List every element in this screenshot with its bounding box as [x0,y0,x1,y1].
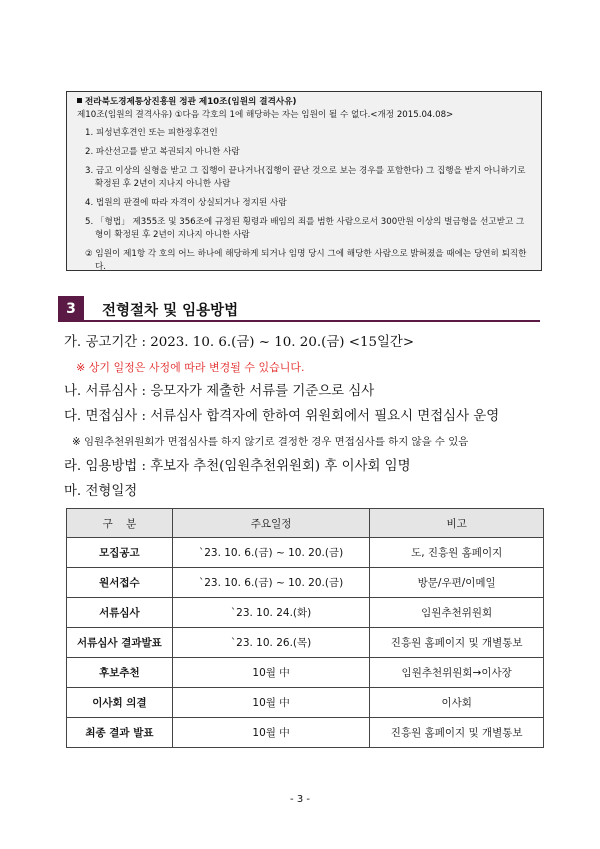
date-cell: 10월 中 [172,688,370,718]
remark-cell: 도, 진흥원 홈페이지 [370,538,544,568]
list-item: 4. 법원의 판결에 따라 자격이 상실되거나 정지된 사람 [85,198,287,208]
date-cell: 10월 中 [172,718,370,748]
box-title: 전라북도경제통상진흥원 정관 제10조(임원의 결격사유) [77,96,533,109]
line-schedule-heading: 마. 전형일정 [64,484,138,499]
section-number: 3 [58,296,84,322]
line-appointment-method: 라. 임용방법 : 후보자 추천(임원추천위원회) 후 이사회 임명 [64,459,411,474]
list-item: 3. 금고 이상의 실형을 받고 그 집행이 끝나거나(집행이 끝난 것으로 보는 경우를 포함한다) 그 집행을 받지 아니하기로 확정된 후 2년이 지나지 아니한 사람 [85,166,526,189]
table-header-row [67,509,544,538]
stage-cell: 이사회 의결 [67,688,173,718]
box-intro: 제10조(임원의 결격사유) ①다음 각호의 1에 해당하는 자는 임원이 될 수 없다.<개정 2015.04.08> [77,110,454,120]
schedule-table [66,508,544,748]
list-item: 5. 「형법」 제355조 및 356조에 규정된 횡령과 배임의 죄를 범한 사람으로서 300만원 이상의 벌금형을 선고받고 그 형이 확정된 후 2년이 지나지 아니한 사람 [85,217,525,240]
remark-cell: 진흥원 홈페이지 및 개별통보 [370,628,544,658]
remark-cell: 임원추천위원회 [370,598,544,628]
list-item: 2. 파산선고를 받고 복권되지 아니한 사람 [85,147,240,157]
stage-cell: 서류심사 결과발표 [67,628,173,658]
stage-cell: 후보추천 [67,658,173,688]
table-row [67,598,544,628]
page-number: - 3 - [290,794,310,805]
line-announcement-period: 가. 공고기간 : 2023. 10. 6.(금) ~ 10. 20.(금) <15일간> [64,335,415,350]
line-document-review: 나. 서류심사 : 응모자가 제출한 서류를 기준으로 심사 [64,384,375,399]
remark-cell: 진흥원 홈페이지 및 개별통보 [370,718,544,748]
column-header: 주요일정 [172,509,370,538]
section-divider [84,320,540,322]
column-header: 비고 [370,509,544,538]
table-row [67,658,544,688]
stage-cell: 최종 결과 발표 [67,718,173,748]
table-row [67,628,544,658]
date-cell: `23. 10. 6.(금) ~ 10. 20.(금) [172,538,370,568]
remark-cell: 방문/우편/이메일 [370,568,544,598]
remark-cell: 임원추천위원회→이사장 [370,658,544,688]
schedule-change-note: ※ 상기 일정은 사정에 따라 변경될 수 있습니다. [76,361,305,374]
remark-cell: 이사회 [370,688,544,718]
list-item: 1. 피성년후견인 또는 피한정후견인 [85,128,218,138]
articles-of-association-box [66,91,542,271]
date-cell: `23. 10. 26.(목) [172,628,370,658]
section-title: 전형절차 및 임용방법 [102,303,239,319]
table-row [67,568,544,598]
stage-cell: 서류심사 [67,598,173,628]
table-row [67,718,544,748]
section-heading [58,296,540,322]
line-interview: 다. 면접심사 : 서류심사 합격자에 한하여 위원회에서 필요시 면접심사 운영 [64,409,500,424]
interview-note: ※ 임원추천위원회가 면접심사를 하지 않기로 결정한 경우 면접심사를 하지 않을 수 있음 [72,436,469,448]
square-bullet-icon [77,98,82,103]
date-cell: `23. 10. 6.(금) ~ 10. 20.(금) [172,568,370,598]
stage-cell: 원서접수 [67,568,173,598]
stage-cell: 모집공고 [67,538,173,568]
table-row [67,538,544,568]
date-cell: `23. 10. 24.(화) [172,598,370,628]
column-header: 구 분 [67,509,173,538]
date-cell: 10월 中 [172,658,370,688]
list-item: ② 임원이 제1항 각 호의 어느 하나에 해당하게 되거나 임명 당시 그에 해당한 사람으로 밝혀졌을 때에는 당연히 퇴직한다. [85,249,527,272]
table-row [67,688,544,718]
